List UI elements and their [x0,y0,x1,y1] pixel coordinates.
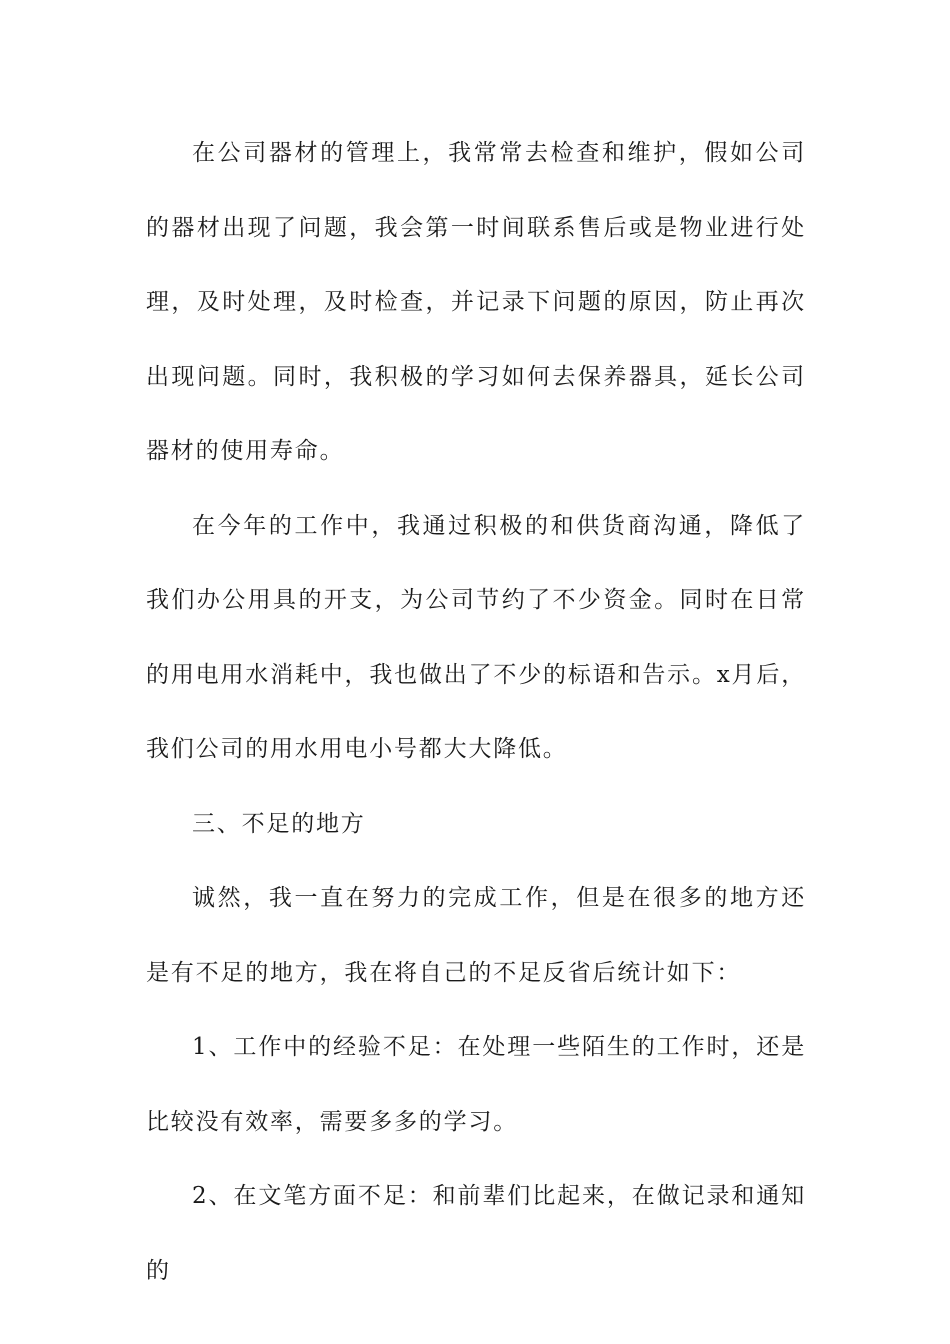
list-item-writing: 2、在文笔方面不足：和前辈们比起来，在做记录和通知的 [146,1183,806,1284]
paragraph-cost-saving: 在今年的工作中，我通过积极的和供货商沟通，降低了我们办公用具的开支，为公司节约了不少资金。同时在日常的用电用水消耗中，我也做出了不少的标语和告示。x月后，我们公司的用水用电小号都大大降低。 [146,512,806,762]
section-heading-shortcomings: 三、不足的地方 [192,810,366,837]
list-item-experience: 1、工作中的经验不足：在处理一些陌生的工作时，还是比较没有效率，需要多多的学习。 [146,1034,806,1135]
document-body [146,116,806,1308]
paragraph-shortcomings-intro: 诚然，我一直在努力的完成工作，但是在很多的地方还是有不足的地方，我在将自己的不足反省后统计如下： [146,885,806,986]
paragraph-equipment-management: 在公司器材的管理上，我常常去检查和维护，假如公司的器材出现了问题，我会第一时间联系售后或是物业进行处理，及时处理，及时检查，并记录下问题的原因，防止再次出现问题。同时，我积极的学习如何去保养器具，延长公司器材的使用寿命。 [146,140,806,464]
